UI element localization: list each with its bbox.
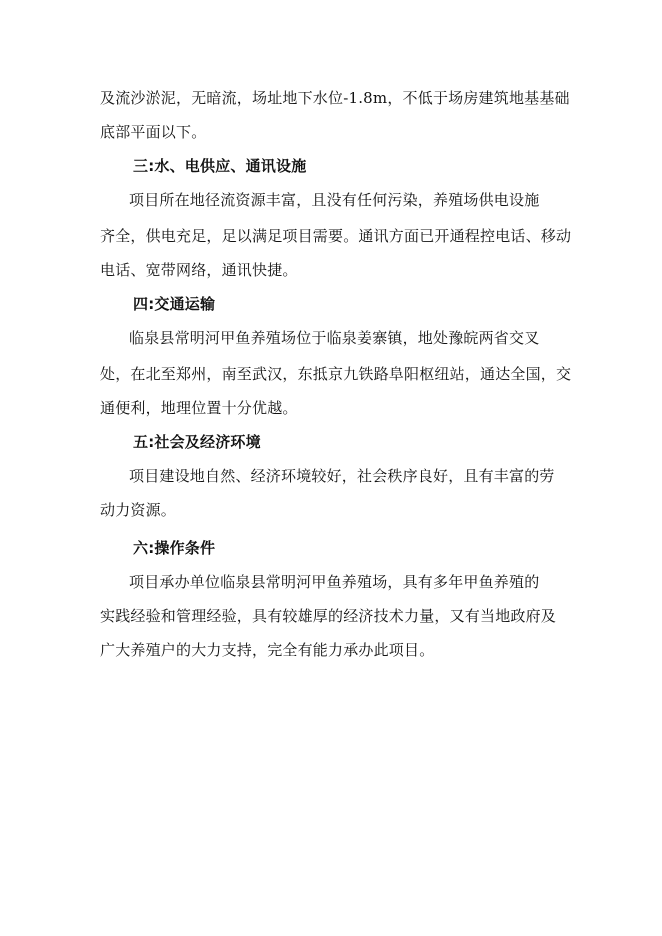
paragraph-line: 项目建设地自然、经济环境较好，社会秩序良好，且有丰富的劳: [129, 467, 555, 485]
section-heading-social-economic: 五:社会及经济环境: [133, 433, 261, 451]
paragraph-line: 广大养殖户的大力支持，完全有能力承办此项目。: [100, 641, 435, 659]
paragraph-line: 动力资源。: [100, 501, 177, 519]
section-heading-utilities: 三:水、电供应、通讯设施: [133, 157, 307, 175]
paragraph-line: 电话、宽带网络，通讯快捷。: [100, 261, 298, 279]
paragraph-line: 处，在北至郑州，南至武汉，东抵京九铁路阜阳枢纽站，通达全国，交: [100, 365, 572, 383]
paragraph-line: 项目所在地径流资源丰富，且没有任何污染，养殖场供电设施: [129, 191, 540, 209]
section-heading-operation: 六:操作条件: [133, 539, 216, 557]
paragraph-line: 通便利，地理位置十分优越。: [100, 399, 298, 417]
paragraph-line: 临泉县常明河甲鱼养殖场位于临泉姜寨镇，地处豫皖两省交叉: [129, 329, 540, 347]
section-heading-transport: 四:交通运输: [133, 295, 216, 313]
paragraph-line: 及流沙淤泥，无暗流，场址地下水位-1.8m，不低于场房建筑地基基础: [100, 89, 570, 107]
paragraph-line: 齐全，供电充足，足以满足项目需要。通讯方面已开通程控电话、移动: [100, 227, 572, 245]
paragraph-line: 实践经验和管理经验，具有较雄厚的经济技术力量，又有当地政府及: [100, 607, 557, 625]
paragraph-line: 底部平面以下。: [100, 123, 207, 141]
paragraph-line: 项目承办单位临泉县常明河甲鱼养殖场，具有多年甲鱼养殖的: [129, 573, 540, 591]
